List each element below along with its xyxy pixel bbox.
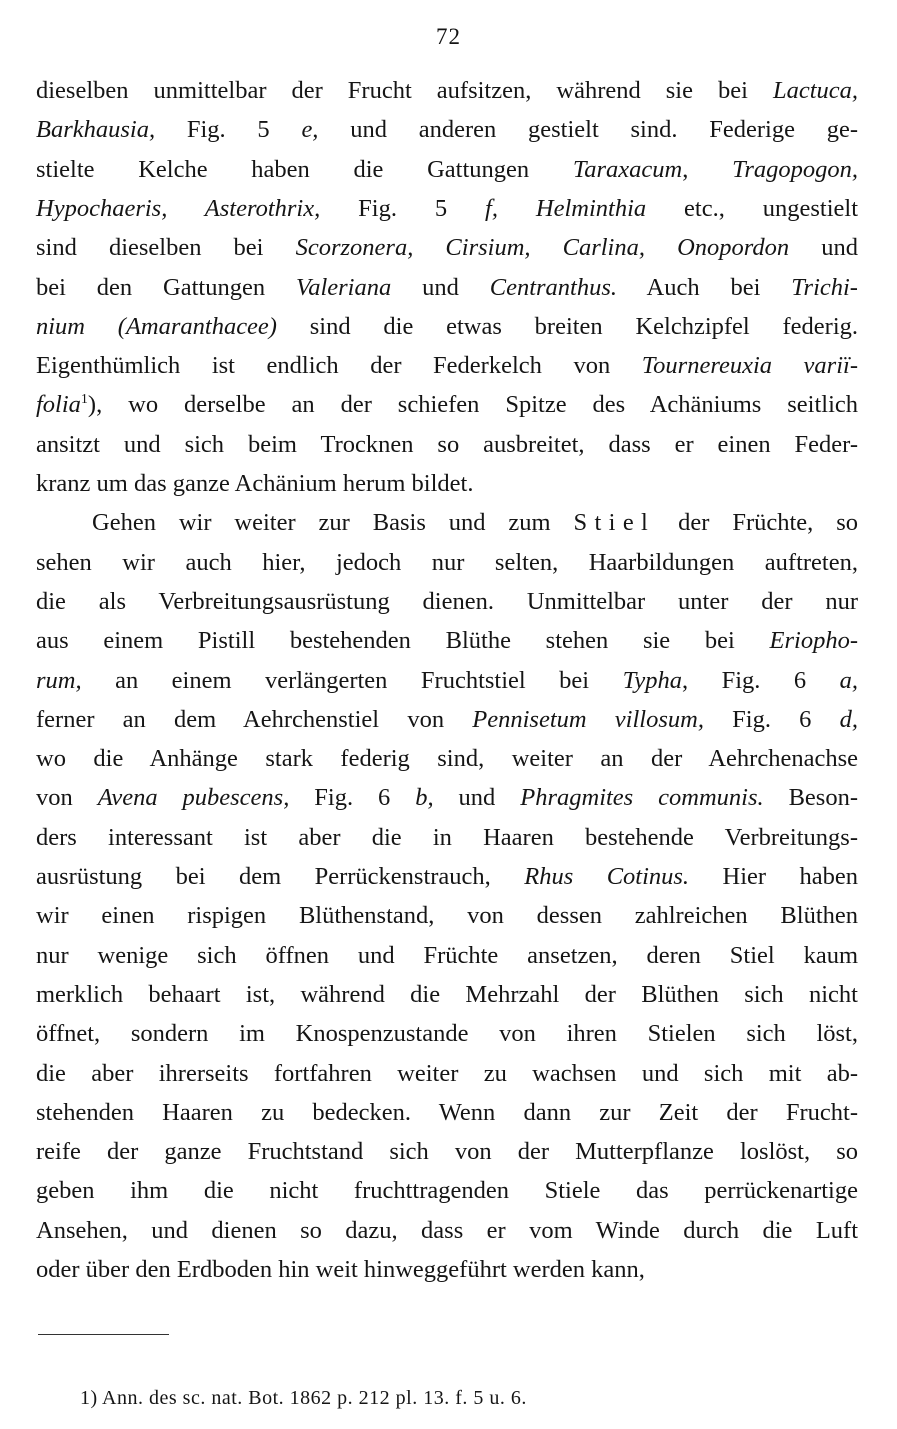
text-line [36,778,858,817]
text-line [36,1250,858,1289]
text-segment: und anderen gestielt sind. Federige ge- [318,116,858,144]
italic-text: a, [839,666,858,694]
text-line [36,150,858,189]
text-segment: aus einem Pistill bestehenden Blüthe stehen sie bei [36,627,770,655]
text-line [36,110,858,149]
text-segment: Fig. 6 [703,705,840,733]
text-line [36,661,858,700]
text-segment: Eigenthümlich ist endlich der Federkelch von [36,352,642,380]
italic-text: Eriopho- [769,627,858,655]
text-segment: nur wenige sich öffnen und Früchte ansetzen, deren Stiel kaum [36,941,858,969]
text-line [36,1093,858,1132]
italic-text: d, [839,705,859,733]
text-segment: Gehen wir weiter zur Basis und zum [92,509,574,537]
text-segment: oder über den Erdboden hin weit hinweggeführt werden kann, [36,1256,645,1283]
text-segment: von [36,784,98,812]
text-segment: Stiel [573,509,656,537]
text-segment: merklich behaart ist, während die Mehrzahl der Blüthen sich nicht [36,980,858,1008]
text-segment: bei den Gattungen [36,273,296,301]
text-line [92,503,858,542]
text-segment: dieselben unmittelbar der Frucht aufsitzen, während sie bei [36,77,773,104]
text-line [36,1132,858,1171]
italic-text: Lactuca, [772,77,858,104]
text-line [36,857,858,896]
text-line [36,1171,858,1210]
text-segment: wo die Anhänge stark federig sind, weiter an der Aehrchenachse [36,745,858,773]
text-line [36,71,858,110]
text-line [36,543,858,582]
text-segment: Auch bei [617,273,792,301]
text-segment: an einem verlängerten Fruchtstiel bei [81,666,623,694]
italic-text: Valeriana [295,273,392,301]
text-line [36,268,858,307]
italic-text: e, [301,116,319,144]
italic-text: rum, [36,666,82,694]
italic-text: Avena pubescens, [97,784,290,812]
text-segment: ders interessant ist aber die in Haaren bestehende Verbreitungs- [36,823,858,851]
text-segment: , Fig. 6 [682,666,840,694]
text-segment: ausrüstung bei dem Perrückenstrauch, [36,863,525,890]
text-segment: Ansehen, und dienen so dazu, dass er vom Winde durch die Luft [36,1216,858,1244]
footnote: 1) Ann. des sc. nat. Bot. 1862 p. 212 pl. 13. f. 5 u. 6. [80,1387,527,1409]
text-line [36,346,858,385]
text-line [36,621,858,660]
text-segment: Fig. 6 [289,784,416,812]
text-line [36,700,858,739]
text-segment: Beson- [763,784,858,812]
text-line [36,307,858,346]
italic-text: Rhus Cotinus. [524,863,690,890]
text-segment: ansitzt und sich beim Trocknen so ausbreitet, dass er einen Feder- [36,430,858,458]
text-segment: öffnet, sondern im Knospenzustande von ihren Stielen sich löst, [36,1020,858,1048]
italic-text: Hypochaeris, Asterothrix, [36,194,321,222]
text-segment: wir einen rispigen Blüthenstand, von dessen zahlreichen Blüthen [36,902,858,930]
italic-text: Scorzonera, Cirsium, Carlina, Onopordon [295,234,790,262]
text-segment: etc., ungestielt [646,194,859,222]
italic-text: folia [36,391,81,419]
italic-text: f, Helminthia [485,194,647,222]
footnote-divider [38,1334,169,1335]
text-segment: stielte Kelche haben die Gattungen [36,155,573,183]
text-line [36,189,858,228]
text-line [36,1014,858,1053]
text-segment: Hier haben [689,863,858,890]
text-segment: reife der ganze Fruchtstand sich von der Mutterpflanze loslöst, so [36,1138,858,1166]
text-line [36,464,858,503]
italic-text: Pennisetum villosum, [472,705,704,733]
text-line [36,896,858,935]
text-segment: die aber ihrerseits fortfahren weiter zu wachsen und sich mit ab- [36,1059,858,1087]
italic-text: Tragopogon, [732,155,858,183]
page-number: 72 [436,24,461,49]
italic-text: Centranthus. [489,273,618,301]
text-line [36,975,858,1014]
text-line [36,385,858,424]
text-line [36,582,858,621]
text-segment: Fig. 5 [320,194,486,222]
italic-text: Trichi- [791,273,858,301]
text-segment: die als Verbreitungsausrüstung dienen. Unmittelbar unter der nur [36,587,858,615]
footnote-marker: 1 [80,392,88,408]
text-segment: Fig. 5 [155,116,302,144]
text-segment: sind dieselben bei [36,234,296,262]
text-segment: geben ihm die nicht fruchttragenden Stiele das perrückenartige [36,1177,858,1205]
italic-text: b, [415,784,434,812]
text-segment: kranz um das ganze Achänium herum bildet. [36,470,474,497]
italic-text: Typha [622,666,683,694]
text-segment: ferner an dem Aehrchenstiel von [36,705,473,733]
text-segment: sind die etwas breiten Kelchzipfel federig. [276,312,859,340]
text-segment: ), wo derselbe an der schiefen Spitze des Achäniums seitlich [87,391,858,419]
text-line [36,818,858,857]
italic-text: Taraxacum [572,155,683,183]
text-segment: und [391,273,490,301]
text-line [36,1054,858,1093]
text-line [36,228,858,267]
text-segment: stehenden Haaren zu bedecken. Wenn dann zur Zeit der Frucht- [36,1098,858,1126]
text-segment: und [433,784,521,812]
text-line [36,1211,858,1250]
text-segment: sehen wir auch hier, jedoch nur selten, Haarbildungen auftreten, [36,548,858,576]
text-line [36,936,858,975]
text-line [36,739,858,778]
text-segment: und [789,234,858,262]
italic-text: Tournereuxia variï- [641,352,858,380]
italic-text: Phragmites communis. [520,784,764,812]
text-segment: der Früchte, so [655,509,858,537]
italic-text: Barkhausia, [36,116,156,144]
text-line [36,425,858,464]
italic-text: nium (Amaranthacee) [36,312,277,340]
text-segment: , [682,155,733,183]
